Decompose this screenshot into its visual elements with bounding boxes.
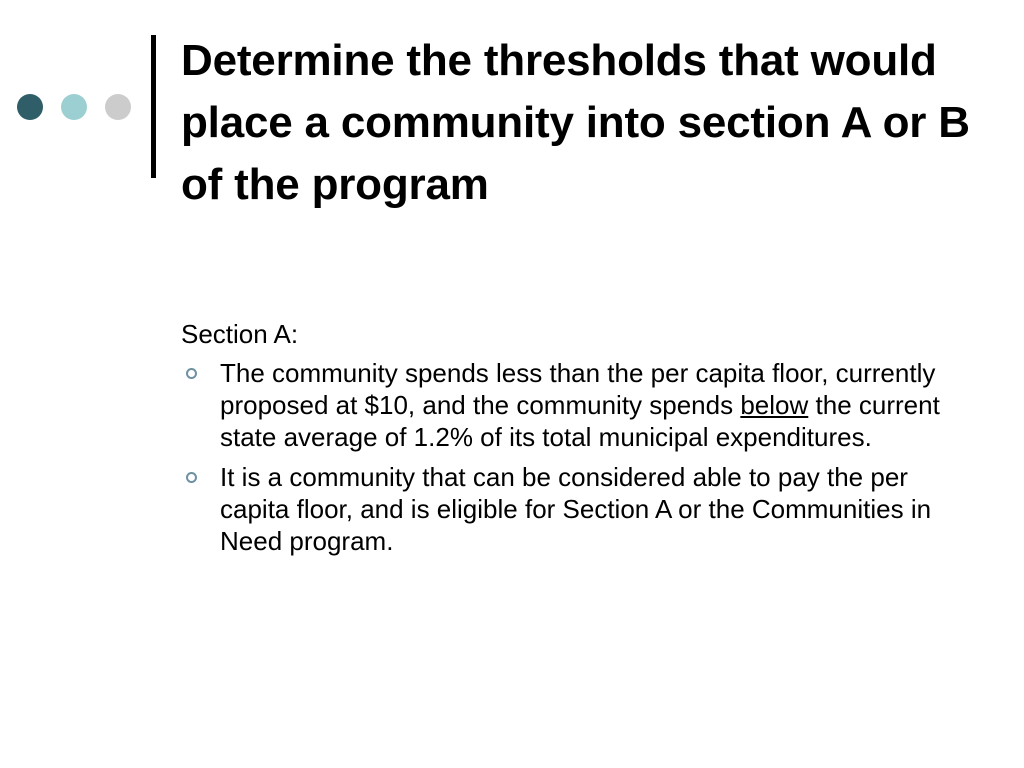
bullet-text: It is a community that can be considered able to pay the per capita floor, and is eligible for Section A or the Communities in Need program. [220, 462, 932, 556]
bullet-item-1 [181, 357, 961, 453]
title-divider [151, 35, 156, 178]
decorative-dots [17, 94, 131, 120]
slide-title: Determine the thresholds that would place a community into section A or B of the program [181, 36, 970, 209]
dot-light-teal [61, 94, 87, 120]
bullet-text-part: The community spends less than the per capita floor, currently proposed at $10, and the community spends [220, 358, 936, 420]
section-heading: Section A: [181, 319, 299, 349]
dot-gray [105, 94, 131, 120]
bullet-list [181, 357, 961, 557]
bullet-item-2 [181, 461, 961, 557]
slide-body [181, 318, 961, 565]
underlined-word: below [740, 390, 809, 420]
bullet-text-part: the current state average of 1.2% of its total municipal expenditures. [220, 390, 940, 452]
dot-dark-teal [17, 94, 43, 120]
bullet-ring-icon [186, 368, 197, 379]
bullet-ring-icon [186, 472, 197, 483]
